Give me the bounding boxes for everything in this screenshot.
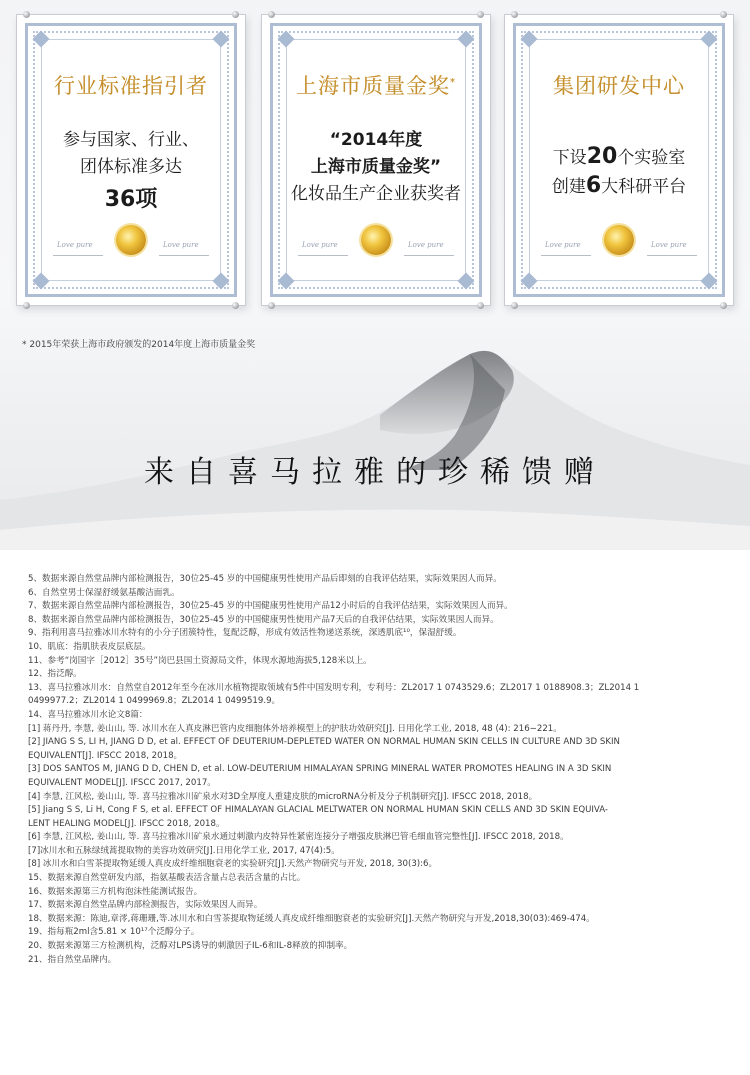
- reference-line: 5、数据来源自然堂品牌内部检测报告，30位25-45 岁的中国健康男性使用产品后即刻的自我评估结果，实际效果因人而异。: [28, 574, 502, 584]
- reference-line: 14、喜马拉雅冰川水论文8篇：: [28, 709, 148, 720]
- reference-line: 21、指自然堂品牌内。: [28, 954, 117, 965]
- reference-line: [4] 李慧, 江风松, 姜山山, 等. 喜马拉雅冰川矿泉水对3D全厚度人重建皮肤的microRNA分析及分子机制研究[J]. IFSCC 2018, 2018。: [28, 791, 538, 802]
- himalaya-mountain-illustration: [0, 340, 750, 550]
- plaque-title: 上海市质量金奖*: [262, 70, 490, 100]
- award-footnote: * 2015年荣获上海市政府颁发的2014年度上海市质量金奖: [22, 340, 256, 350]
- plaque-body: “2014年度 上海市质量金奖” 化妆品生产企业获奖者: [291, 130, 461, 204]
- plaque-body: 参与国家、行业、 团体标准多达 36项: [63, 130, 199, 212]
- reference-line: 15、数据来源自然堂研发内部，指氨基酸表活含量占总表活含量的占比。: [28, 873, 306, 884]
- plaque-title: 行业标准指引者: [17, 70, 245, 100]
- reference-line: 20、数据来源第三方检测机构，泛醇对LPS诱导的刺激因子IL-6和IL-8释放的抑制率。: [28, 941, 353, 952]
- reference-line: [6] 李慧, 江风松, 姜山山, 等. 喜马拉雅冰川矿泉水通过刺激内皮特异性紧密连接分子增强皮肤淋巴管毛细血管完整性[J]. IFSCC 2018, 2018。: [28, 832, 569, 843]
- reference-line: [8] 冰川水和白雪茶提取物延缓人真皮成纤维细胞衰老的实验研究[J].天然产物研究与开发, 2018, 30(3):6。: [28, 859, 438, 870]
- reference-line: [3] DOS SANTOS M, JIANG D D, CHEN D, et al. LOW-DEUTERIUM HIMALAYAN SPRING MINERAL WATER PROMOTES HEALING IN A 3D SKIN: [28, 764, 612, 775]
- signature-left: Love pure: [298, 241, 348, 256]
- reference-line: 16、数据来源第三方机构泡沫性能测试报告。: [28, 886, 203, 897]
- gold-seal-icon: [604, 225, 634, 255]
- signature-right: Love pure: [647, 241, 697, 256]
- signature-right: Love pure: [159, 241, 209, 256]
- reference-line: [2] JIANG S S, LI H, JIANG D D, et al. EFFECT OF DEUTERIUM-DEPLETED WATER ON NORMAL HUMAN SKIN CELLS IN CULTURE AND 3D SKIN: [28, 737, 620, 748]
- signature-left: Love pure: [53, 241, 103, 256]
- reference-line: 8、数据来源自然堂品牌内部检测报告，30位25-45 岁的中国健康男性使用产品7天后的自我评估结果，实际效果因人而异。: [28, 614, 499, 625]
- reference-line: EQUIVALENT[J]. IFSCC 2018, 2018。: [28, 750, 183, 761]
- plaque-title: 集团研发中心: [505, 70, 733, 100]
- gold-seal-icon: [361, 225, 391, 255]
- plaque-body: 下设20个实验室 创建6大科研平台: [551, 144, 687, 198]
- reference-line: 19、指每瓶2ml含5.81 × 10¹⁷个泛醇分子。: [28, 927, 200, 938]
- plaque-quality-award: [261, 14, 491, 306]
- signature-left: Love pure: [541, 241, 591, 256]
- reference-line: 9、指利用喜马拉雅冰川水特有的小分子团簇特性，复配泛醇，形成有效活性物递送系统，深透肌底¹⁰，保湿舒缓。: [28, 628, 462, 639]
- reference-line: 6、自然堂男士保湿舒缓氨基酸洁面乳。: [28, 587, 180, 598]
- reference-line: 13、喜马拉雅冰川水：自然堂自2012年至今在冰川水植物提取领域有5件中国发明专利，专利号：ZL2017 1 0743529.6；ZL2017 1 0188908.3；ZL2014 1: [28, 682, 640, 693]
- reference-line: 0499977.2；ZL2014 1 0499969.8；ZL2014 1 0499519.9。: [28, 696, 281, 707]
- reference-line: 18、数据来源：陈迪,章澪,蒋珊珊,等.冰川水和白雪茶提取物延缓人真皮成纤维细胞衰老的实验研究[J].天然产物研究与开发,2018,30(03):469-474。: [28, 913, 595, 924]
- banner-headline: 来自喜马拉雅的珍稀馈赠: [144, 455, 606, 490]
- reference-line: [5] Jiang S S, Li H, Cong F S, et al. EFFECT OF HIMALAYAN GLACIAL MELTWATER ON NORMAL HUMAN SKIN CELLS AND 3D SKIN EQUIVA-: [28, 805, 609, 816]
- references-list: [28, 573, 728, 967]
- signature-right: Love pure: [404, 241, 454, 256]
- reference-line: 12、指泛醇。: [28, 669, 82, 680]
- gold-seal-icon: [116, 225, 146, 255]
- reference-line: [1] 蒋丹丹, 李慧, 姜山山, 等. 冰川水在人真皮淋巴管内皮细胞体外培养模型上的护肤功效研究[J]. 日用化学工业, 2018, 48 (4): 216−221。: [28, 723, 562, 734]
- reference-line: [7]冰川水和五脉绿绒蒿提取物的美容功效研究[J].日用化学工业, 2017, 47(4):5。: [28, 845, 340, 856]
- reference-line: 17、数据来源自然堂品牌内部检测报告，实际效果因人而异。: [28, 900, 263, 911]
- reference-line: 7、数据来源自然堂品牌内部检测报告，30位25-45 岁的中国健康男性使用产品12小时后的自我评估结果，实际效果因人而异。: [28, 601, 513, 612]
- reference-line: 10、肌底：指肌肤表皮层底层。: [28, 641, 151, 652]
- reference-line: EQUIVALENT MODEL[J]. IFSCC 2017, 2017。: [28, 777, 216, 788]
- plaque-rnd-center: [504, 14, 734, 306]
- reference-line: 11、参考“岗国字［2012］35号”岗巴县国土资源局文件，体现水源地海拔5,128米以上。: [28, 655, 372, 666]
- reference-line: LENT HEALING MODEL[J]. IFSCC 2018, 2018。: [28, 818, 225, 829]
- plaque-industry-standard: [16, 14, 246, 306]
